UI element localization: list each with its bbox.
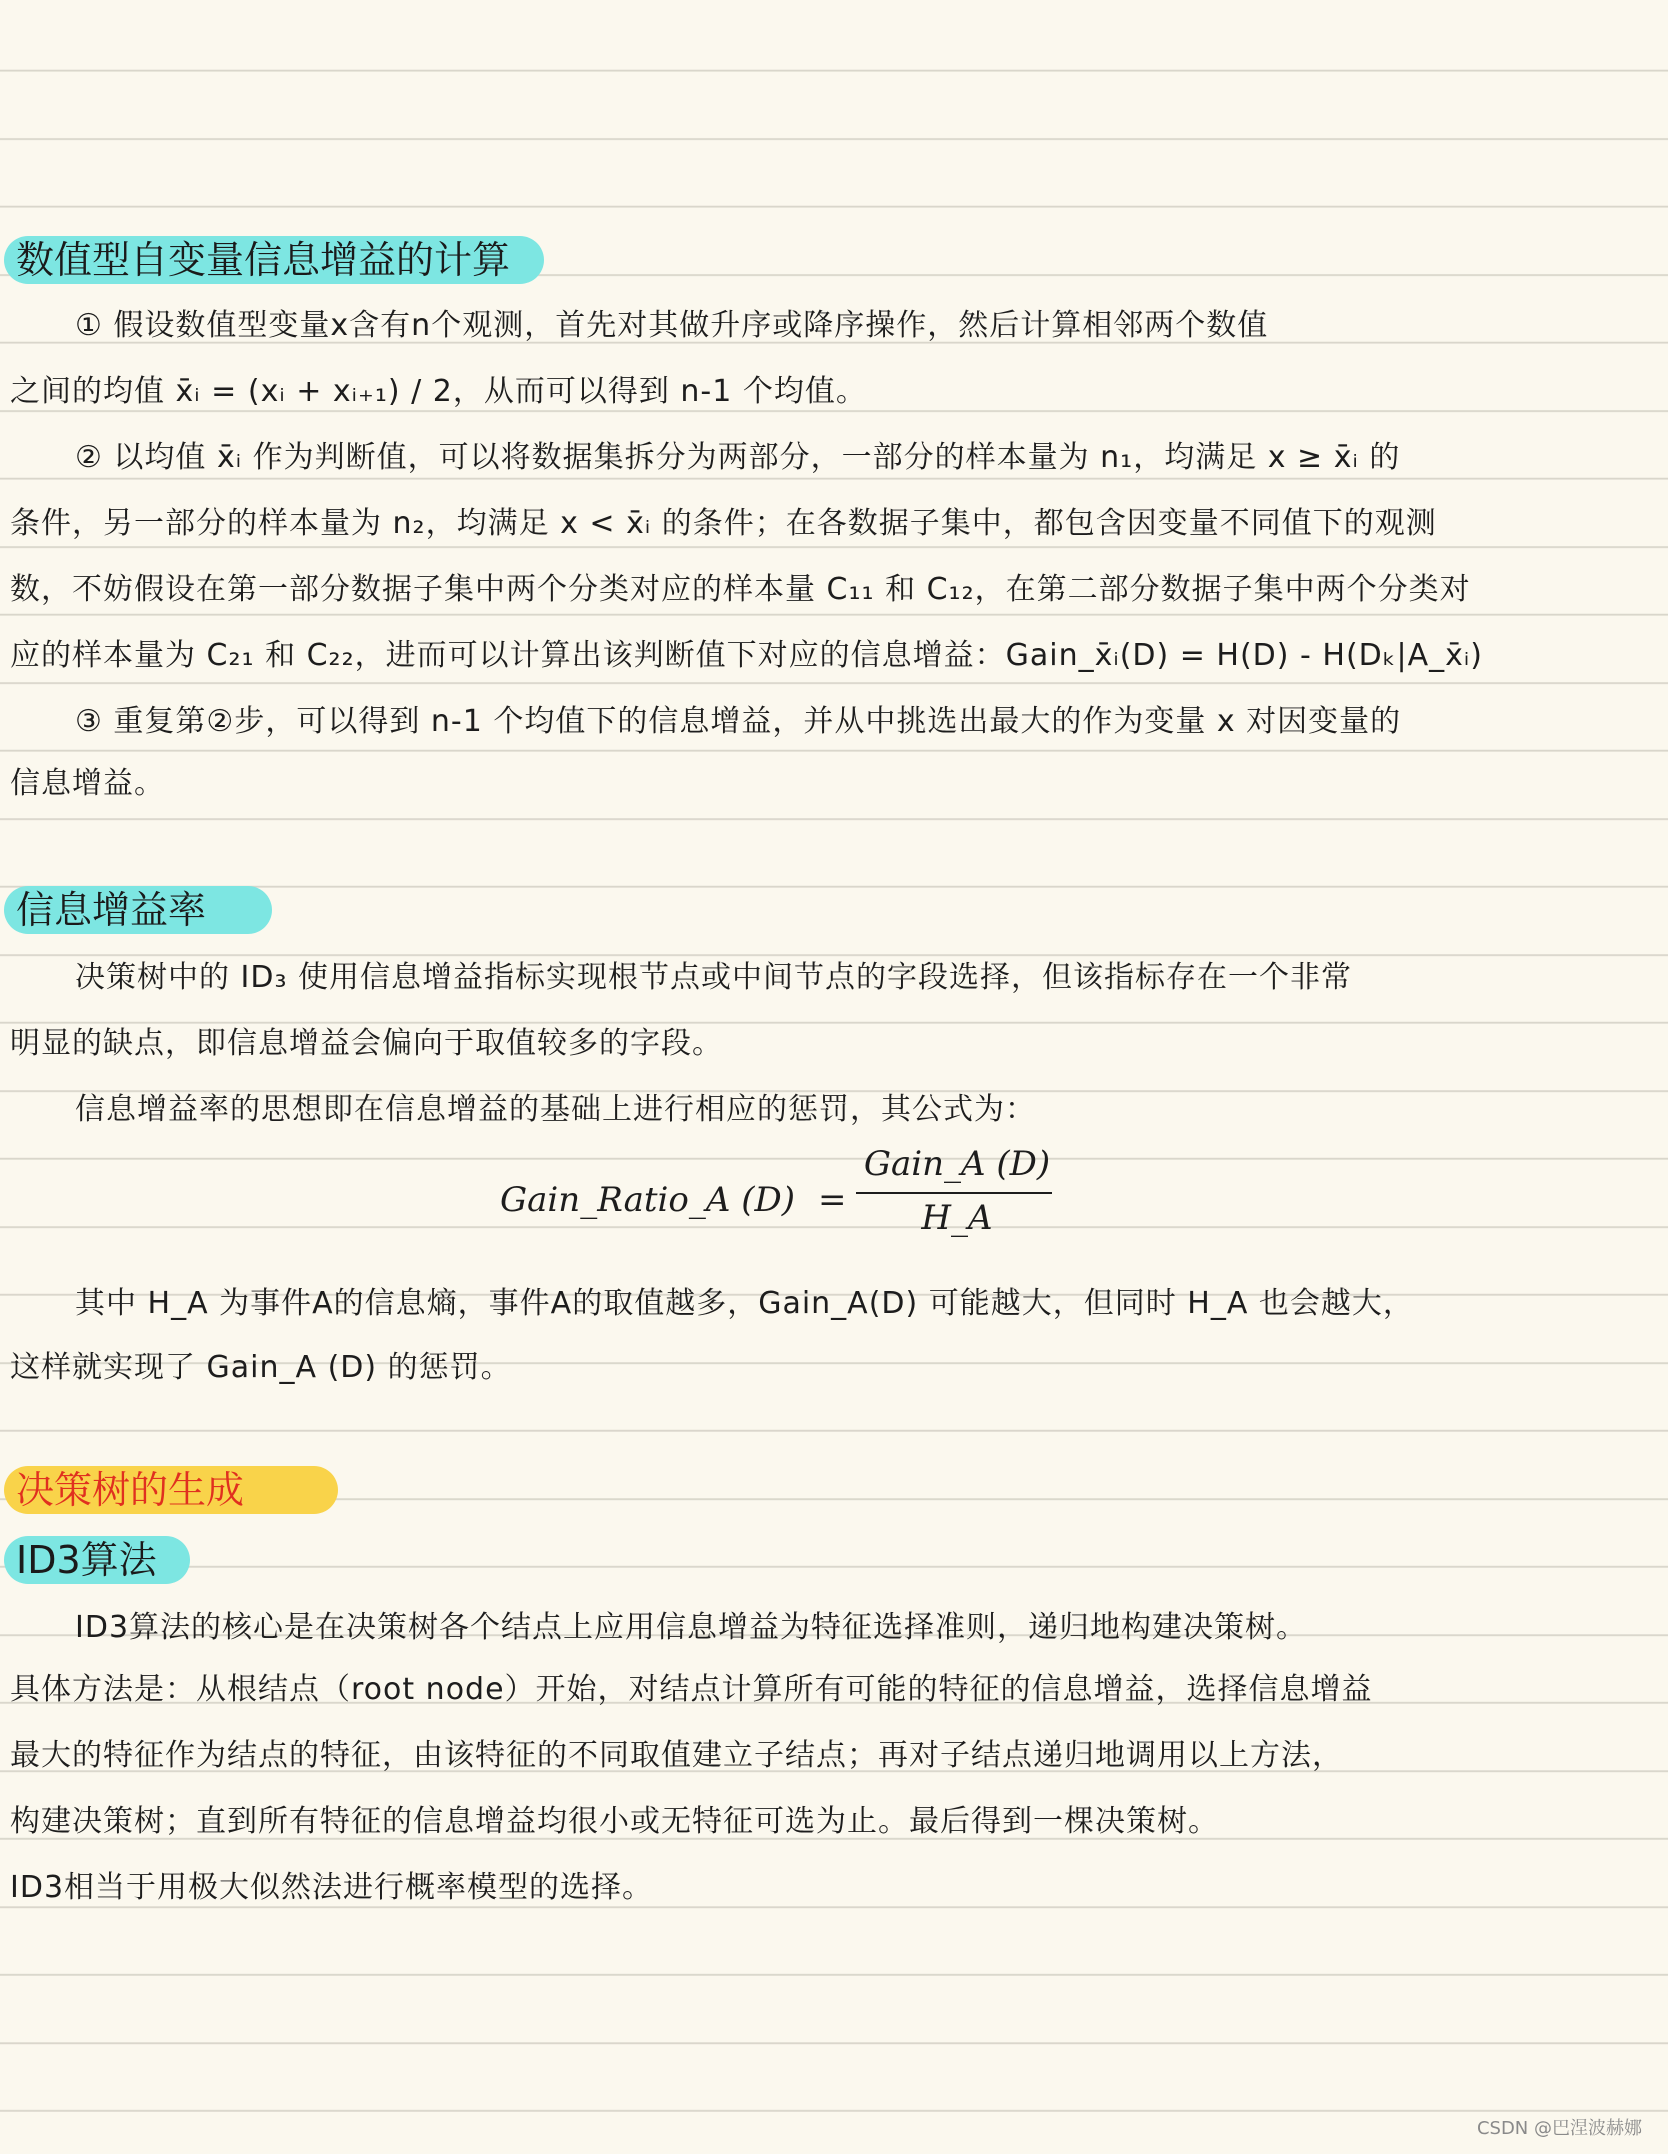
paragraph-line: 应的样本量为 C₂₁ 和 C₂₂，进而可以计算出该判断值下对应的信息增益：Gain_x̄ᵢ(D) = H(D) - H(Dₖ|A_x̄ᵢ) <box>10 638 1483 673</box>
section-heading-gain-ratio: 信息增益率 <box>4 886 272 934</box>
fraction-bar <box>856 1192 1052 1194</box>
paragraph-line: ID3算法的核心是在决策树各个结点上应用信息增益为特征选择准则，递归地构建决策树。 <box>75 1610 1308 1645</box>
paragraph-line: 这样就实现了 Gain_A (D) 的惩罚。 <box>10 1350 512 1385</box>
gain-ratio-formula <box>500 1140 1060 1250</box>
paragraph-line: 信息增益率的思想即在信息增益的基础上进行相应的惩罚，其公式为： <box>75 1092 1036 1127</box>
paragraph-line: 之间的均值 x̄ᵢ = (xᵢ + xᵢ₊₁) / 2，从而可以得到 n-1 个均值。 <box>10 374 867 409</box>
subsection-heading-id3: ID3算法 <box>4 1536 190 1584</box>
paragraph-line: ID3相当于用极大似然法进行概率模型的选择。 <box>10 1870 654 1905</box>
paragraph-line: ① 假设数值型变量x含有n个观测，首先对其做升序或降序操作，然后计算相邻两个数值 <box>75 308 1269 343</box>
paragraph-line: 其中 H_A 为事件A的信息熵，事件A的取值越多，Gain_A(D) 可能越大，但同时 H_A 也会越大， <box>75 1286 1414 1321</box>
csdn-watermark: CSDN @巴涅波赫娜 <box>1476 2118 1642 2139</box>
paragraph-line: 构建决策树；直到所有特征的信息增益均很小或无特征可选为止。最后得到一棵决策树。 <box>10 1804 1219 1839</box>
formula-left-side: Gain_Ratio_A (D) <box>500 1180 796 1220</box>
formula-denominator: H_A <box>921 1198 993 1238</box>
paragraph-line: 最大的特征作为结点的特征，由该特征的不同取值建立子结点；再对子结点递归地调用以上方法， <box>10 1738 1343 1773</box>
formula-equals: = <box>818 1180 847 1220</box>
paragraph-line: 具体方法是：从根结点（root node）开始，对结点计算所有可能的特征的信息增益，选择信息增益 <box>10 1672 1373 1707</box>
paragraph-line: 决策树中的 ID₃ 使用信息增益指标实现根节点或中间节点的字段选择，但该指标存在一个非常 <box>75 960 1353 995</box>
paragraph-line: 条件，另一部分的样本量为 n₂，均满足 x < x̄ᵢ 的条件；在各数据子集中，都包含因变量不同值下的观测 <box>10 506 1437 541</box>
paragraph-line: 明显的缺点，即信息增益会偏向于取值较多的字段。 <box>10 1026 723 1061</box>
section-heading-tree-generation: 决策树的生成 <box>4 1466 338 1514</box>
paragraph-line: ③ 重复第②步，可以得到 n-1 个均值下的信息增益，并从中挑选出最大的作为变量 x 对因变量的 <box>75 704 1402 739</box>
paragraph-line: 数，不妨假设在第一部分数据子集中两个分类对应的样本量 C₁₁ 和 C₁₂，在第二部分数据子集中两个分类对 <box>10 572 1471 607</box>
paragraph-line: 信息增益。 <box>10 766 165 801</box>
paragraph-line: ② 以均值 x̄ᵢ 作为判断值，可以将数据集拆分为两部分，一部分的样本量为 n₁，均满足 x ≥ x̄ᵢ 的 <box>75 440 1401 475</box>
section-heading-numeric-gain: 数值型自变量信息增益的计算 <box>4 236 544 284</box>
formula-numerator: Gain_A (D) <box>863 1144 1051 1184</box>
